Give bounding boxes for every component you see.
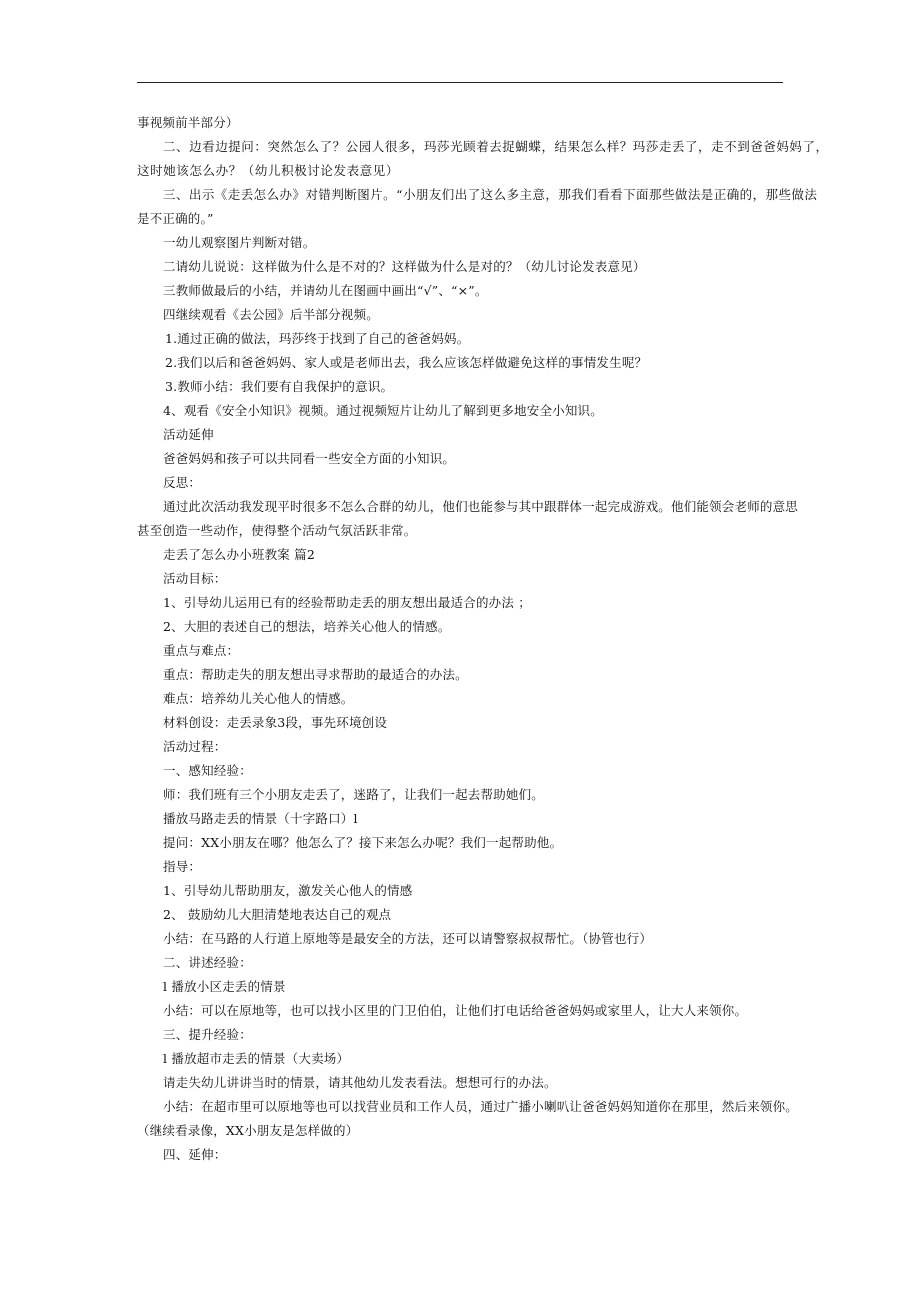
text-line: 1.通过正确的做法，玛莎终于找到了自己的爸爸妈妈。 — [165, 331, 470, 346]
text-line: 难点：培养幼儿关心他人的情感。 — [163, 691, 354, 706]
text-line: 小结：可以在原地等，也可以找小区里的门卫伯伯，让他们打电话给爸爸妈妈或家里人，让大人来领你。 — [163, 1003, 748, 1018]
text-line: 2、 鼓励幼儿大胆清楚地表达自己的观点 — [163, 907, 392, 922]
text-line: 这时她该怎么办？（幼儿积极讨论发表意见） — [137, 163, 400, 178]
text-line: 重点与难点： — [163, 643, 240, 658]
text-line: 甚至创造一些动作，使得整个活动气氛活跃非常。 — [137, 523, 417, 538]
text-line: 2、大胆的表述自己的想法，培养关心他人的情感。 — [163, 619, 451, 634]
text-line: 师：我们班有三个小朋友走丢了，迷路了，让我们一起去帮助她们。 — [163, 787, 545, 802]
text-line: 三、出示《走丢怎么办》对错判断图片。“小朋友们出了这么多主意，那我们看看下面那些做法是正确的，那些做法 — [163, 187, 818, 202]
text-line: 二、讲述经验： — [163, 955, 252, 970]
text-line: 重点：帮助走失的朋友想出寻求帮助的最适合的办法。 — [163, 667, 468, 682]
text-line: 播放马路走丢的情景（十字路口）l — [163, 811, 358, 826]
text-line: 一、感知经验： — [163, 763, 252, 778]
text-line: 活动过程： — [163, 739, 227, 754]
text-line: 指导： — [163, 859, 202, 874]
text-line: 活动目标： — [163, 571, 227, 586]
text-line: 四、延伸： — [163, 1147, 227, 1162]
text-line: 1、引导幼儿帮助朋友，激发关心他人的情感 — [163, 883, 413, 898]
text-line: 材料创设：走丢录象3段，事先环境创设 — [163, 715, 388, 730]
text-line: 二请幼儿说说：这样做为什么是不对的？这样做为什么是对的？（幼儿讨论发表意见） — [163, 259, 646, 274]
text-line: 二、边看边提问：突然怎么了？公园人很多，玛莎光顾着去捉蝴蝶，结果怎么样？玛莎走丢了，走不到爸爸妈妈了， — [163, 139, 829, 154]
text-line: 三、提升经验： — [163, 1027, 252, 1042]
text-line: 请走失幼儿讲讲当时的情景，请其他幼儿发表看法。想想可行的办法。 — [163, 1075, 557, 1090]
text-line: 三教师做最后的小结，并请幼儿在图画中画出“√”、“×”。 — [163, 283, 488, 298]
text-line: 提问：XX小朋友在哪？他怎么了？接下来怎么办呢？我们一起帮助他。 — [163, 835, 563, 850]
text-line: 活动延伸 — [163, 427, 214, 442]
text-line: 1、引导幼儿运用已有的经验帮助走丢的朋友想出最适合的办法 ； — [163, 595, 531, 610]
text-line: 走丢了怎么办小班教案 篇2 — [163, 547, 316, 562]
text-line: 四继续观看《去公园》后半部分视频。 — [163, 307, 379, 322]
text-line: 反思： — [163, 475, 202, 490]
text-line: 爸爸妈妈和孩子可以共同看一些安全方面的小知识。 — [163, 451, 456, 466]
text-line: l 播放小区走丢的情景 — [163, 979, 286, 994]
text-line: 通过此次活动我发现平时很多不怎么合群的幼儿，他们也能参与其中跟群体一起完成游戏。他们能领会老师的意思 — [163, 499, 799, 514]
text-line: 小结：在马路的人行道上原地等是最安全的方法，还可以请警察叔叔帮忙。（协管也行） — [163, 931, 653, 946]
text-line: 2.我们以后和爸爸妈妈、家人或是老师出去，我么应该怎样做避免这样的事情发生呢？ — [165, 355, 648, 370]
text-line: 小结：在超市里可以原地等也可以找营业员和工作人员，通过广播小喇叭让爸爸妈妈知道你在那里，然后来领你。 — [163, 1099, 799, 1114]
header-rule — [137, 82, 783, 83]
text-line: 4、观看《安全小知识》视频。通过视频短片让幼儿了解到更多地安全小知识。 — [163, 403, 603, 418]
text-line: 一幼儿观察图片判断对错。 — [163, 235, 316, 250]
text-line: （继续看录像，XX小朋友是怎样做的） — [137, 1123, 359, 1138]
text-line: 事视频前半部分） — [137, 115, 239, 130]
text-line: l 播放超市走丢的情景（大卖场） — [163, 1051, 350, 1066]
text-line: 3.教师小结：我们要有自我保护的意识。 — [165, 379, 394, 394]
text-line: 是不正确的。” — [137, 211, 214, 226]
